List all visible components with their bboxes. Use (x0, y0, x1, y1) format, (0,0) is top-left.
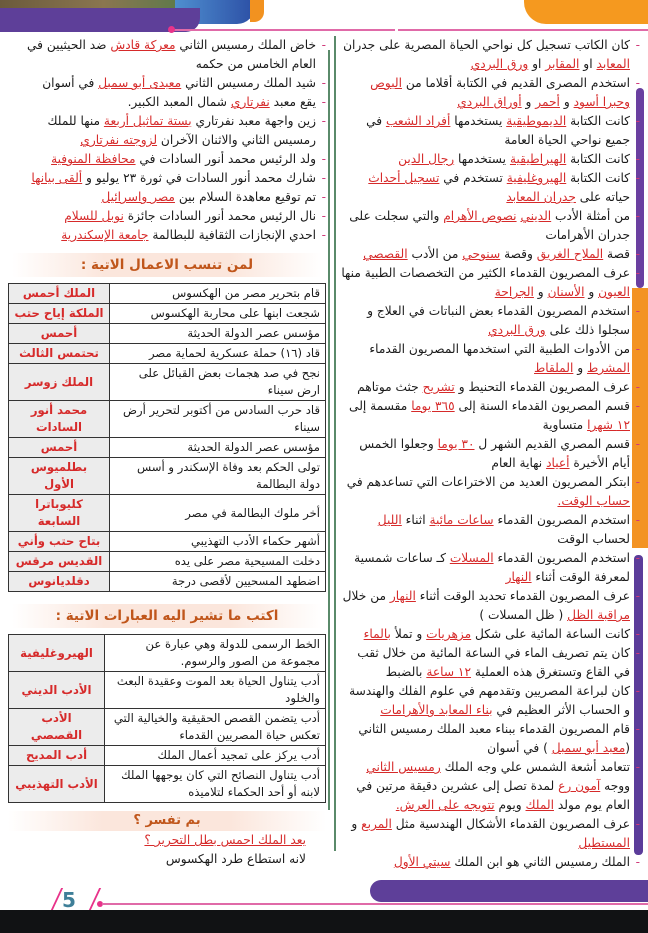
note-text: قسم المصريون القدماء السنة إلى (454, 399, 630, 413)
note-text: تتعامد أشعة الشمس علي وجه الملك (440, 760, 630, 774)
note-text: من الأدوات الطبية التي استخدمها المصريون القدماء (369, 342, 630, 356)
answer-cell: الأدب الديني (9, 672, 105, 709)
question-cell: أدب يتناول النصائح التي كان يوجهها الملك لابنه أو أحد الحكماء لتلاميذه (105, 766, 326, 803)
note-item (340, 435, 640, 473)
table-row (9, 401, 326, 438)
note-text: مقسمة إلى (349, 399, 412, 413)
note-item (8, 150, 326, 169)
note-text: عرف المصريون القدماء التحنيط و (454, 380, 630, 394)
note-text: شيد الملك رمسيس الثاني (181, 76, 316, 90)
note-text: شارك محمد أنور السادات في ثورة ٢٣ يوليو و (82, 171, 316, 185)
header-dot (168, 26, 175, 33)
highlighted-term: النهار (505, 570, 532, 584)
page-number: 5 (62, 888, 76, 910)
note-text: كانت الكتابة (566, 114, 630, 128)
note-item (8, 226, 326, 245)
note-text: من الأدب (407, 247, 463, 261)
note-text: ولد الرئيس محمد أنور السادات في (135, 152, 316, 166)
highlighted-term: نوبل للسلام (64, 209, 124, 223)
table-row (9, 709, 326, 746)
highlighted-term: آمون رع (558, 779, 601, 793)
note-text: كان الكاتب تسجيل كل نواحي الحياة المصرية على جدران (343, 38, 630, 52)
table-row (9, 532, 326, 552)
highlighted-term: تسجيل أحداث (368, 171, 440, 185)
note-item (340, 207, 640, 245)
note-text: الملك رمسيس الثاني هو ابن الملك (450, 855, 630, 869)
highlighted-term: حساب الوقت. (557, 494, 630, 508)
table-row (9, 672, 326, 709)
question-cell: أدب يتضمن القصص الحقيقية والخيالية التي تعكس حياة المصريين القدماء (105, 709, 326, 746)
table-row (9, 552, 326, 572)
note-item (340, 815, 640, 853)
highlighted-term: معبد أبو سمبل (551, 741, 626, 755)
right-column-notes (340, 36, 640, 872)
note-text: يقع معبد (269, 95, 316, 109)
highlighted-term: ورق البردي (488, 323, 546, 337)
note-item (340, 340, 640, 378)
question-cell: الخط الرسمى للدولة وهي عبارة عن مجموعة من الصور والرسوم. (105, 635, 326, 672)
highlighted-term: الليل (377, 513, 402, 527)
table-row (9, 284, 326, 304)
question-cell: مؤسس عصر الدولة الحديثة (110, 438, 326, 458)
note-item (340, 682, 640, 720)
table-row (9, 304, 326, 324)
note-text: منها للملك رمسيس الثاني والاثنان الآخران (47, 114, 316, 147)
highlighted-term: معبدى أبو سمبل (98, 76, 182, 90)
note-item (340, 758, 640, 815)
question-cell: قام بتحرير مصر من الهكسوس (110, 284, 326, 304)
highlighted-term: ساعات مائية (429, 513, 494, 527)
table-row (9, 766, 326, 803)
highlighted-term: تشريح (422, 380, 455, 394)
answer-cell: الملكة إياح حتب (9, 304, 110, 324)
highlighted-term: تتويجه على العرش. (395, 798, 495, 812)
highlighted-term: الملاح الغريق (536, 247, 604, 261)
table-row (9, 572, 326, 592)
highlighted-term: المستطيل (578, 836, 630, 850)
highlighted-term: أحمر (535, 95, 560, 109)
note-text: عرف المصريون القدماء الأشكال الهندسية مثل (391, 817, 630, 831)
answer-cell: أدب المديح (9, 746, 105, 766)
note-item (8, 93, 326, 112)
question-cell: نجح في صد هجمات بعض القبائل على ارض سيناء (110, 364, 326, 401)
answer-cell: الملك زوسر (9, 364, 110, 401)
footer-purple-band (370, 880, 648, 902)
note-item (8, 207, 326, 226)
header-divider-line (170, 29, 395, 31)
question-cell: مؤسس عصر الدولة الحديثة (110, 324, 326, 344)
note-text: كان يتم تصريف الماء في الساعة المائية من خلال ثقب في القاع وتستغرق هذه العملية (357, 646, 630, 679)
answer-cell: دقلديانوس (9, 572, 110, 592)
explain-answer: لانه استطاع طرد الهكسوس (165, 852, 306, 866)
note-text: خاض الملك رمسيس الثاني (175, 38, 316, 52)
table-row (9, 364, 326, 401)
answer-cell: الملك أحمس (9, 284, 110, 304)
highlighted-term: الهيروغليفية (506, 171, 567, 185)
note-text: لمدة تصل إلى عشرين دقيقة مرتين في العام يوم مولد (356, 779, 630, 812)
highlighted-term: سنوحي (462, 247, 501, 261)
note-text: قصة (603, 247, 630, 261)
note-text: في جميع نواحي الحياة العامة (366, 114, 630, 147)
highlighted-term: رجال الدين (398, 152, 455, 166)
note-text: و (351, 817, 362, 831)
note-text: و (559, 95, 574, 109)
note-item (340, 378, 640, 397)
question-cell: اضطهد المسحيين لأقصى درجة (110, 572, 326, 592)
question-cell: قاد حرب السادس من أكتوبر لتحرير أرض سيناء (110, 401, 326, 438)
highlighted-term: ٣٦٥ يوما (411, 399, 455, 413)
note-text: قسم المصري القديم الشهر ل (474, 437, 630, 451)
table-row (9, 635, 326, 672)
table-row (9, 495, 326, 532)
note-item (340, 397, 640, 435)
note-text: تم توقيع معاهدة السلام بين (174, 190, 316, 204)
note-item (340, 302, 640, 340)
note-item (340, 36, 640, 74)
highlighted-term: لزوجته نفرتاري (80, 133, 158, 147)
answer-cell: بتاح حتب وأني (9, 532, 110, 552)
answer-cell: الأدب القصصي (9, 709, 105, 746)
answer-cell: كليوباترا السابعة (9, 495, 110, 532)
note-text: ووجه (600, 779, 630, 793)
highlighted-term: المشرط (586, 361, 630, 375)
answer-cell: أحمس (9, 438, 110, 458)
highlighted-term: معركة قادش (110, 38, 176, 52)
question-cell: أخر ملوك البطالمة في مصر (110, 495, 326, 532)
note-text: تستخدم في (439, 171, 507, 185)
highlighted-term: بستة تماثيل أربعة (103, 114, 192, 128)
note-text: او (579, 57, 597, 71)
note-item (8, 169, 326, 188)
highlighted-term: ٣٠ يوما (437, 437, 475, 451)
answer-cell: تحتمس الثالث (9, 344, 110, 364)
right-column-frame (334, 36, 336, 851)
page-number-frame (51, 888, 101, 910)
note-text: في أسوان (42, 76, 99, 90)
explain-section-title: بم تفسر ؟ (8, 811, 326, 831)
note-text: اثناء (401, 513, 430, 527)
highlighted-term: مراقبة الظل (567, 608, 630, 622)
attribution-section-title: لمن تنسب الاعمال الاتية : (12, 253, 322, 277)
highlighted-term: الديني (520, 209, 552, 223)
note-text: و تملأ (390, 627, 427, 641)
note-text: من خلال (342, 589, 390, 603)
note-text: عرف المصريون القدماء تحديد الوقت أثناء (415, 589, 630, 603)
note-text: استخدم المصريون القدماء بعض النباتات في العلاج و سجلوا ذلك على (367, 304, 630, 337)
explain-question: يعد الملك احمس بطل التحرير ؟ (144, 833, 306, 847)
table-row (9, 344, 326, 364)
highlighted-term: نفرتاري (230, 95, 270, 109)
highlighted-term: العيون (598, 285, 630, 299)
left-column-frame (328, 50, 330, 810)
note-item (340, 720, 640, 758)
highlighted-term: وحبرا أسود (573, 95, 630, 109)
note-text: والتي سجلت على جدران الأهرامات (349, 209, 630, 242)
left-column-notes (8, 36, 326, 245)
header-divider-line-right (398, 29, 648, 31)
note-item (340, 853, 640, 872)
note-text: حياته على (575, 190, 630, 204)
note-text: كـ ساعات شمسية لمعرفة الوقت أثناء (354, 551, 630, 584)
answer-cell: محمد أنور السادات (9, 401, 110, 438)
note-item (340, 625, 640, 644)
highlighted-term: ١٢ شهرا (587, 418, 630, 432)
reference-section-title: اكتب ما تشير اليه العبارات الاتية : (12, 604, 322, 628)
note-text: يستخدمها (450, 114, 507, 128)
highlighted-term: البوص (370, 76, 402, 90)
highlighted-term: بناء المعابد والأهرامات (380, 703, 493, 717)
note-item (340, 169, 640, 207)
note-text: عرف المصريون القدماء الكثير من التخصصات الطبية منها (341, 266, 630, 280)
header-orange-tab (524, 0, 648, 24)
highlighted-term: ورق البردي (470, 57, 529, 71)
highlighted-term: مزهريات (426, 627, 472, 641)
highlighted-term: ألقى بيانها (31, 171, 83, 185)
highlighted-term: المعابد (596, 57, 630, 71)
note-text: كان لبراعة المصريين وتقدمهم في علوم الفلك والهندسة و الحساب الأثر العظيم في (349, 684, 630, 717)
highlighted-term: جامعة الإسكندرية (61, 228, 149, 242)
question-cell: شجعت ابنها على محاربة الهكسوس (110, 304, 326, 324)
note-text: متساوية (542, 418, 588, 432)
highlighted-term: القصصي (363, 247, 408, 261)
note-item (340, 245, 640, 264)
note-text: و (533, 285, 548, 299)
attribution-table (8, 283, 326, 592)
note-text: احدي الإنجازات الثقافية للبطالمة (148, 228, 316, 242)
header-orange-accent (250, 0, 264, 22)
answer-cell: القديس مرقس (9, 552, 110, 572)
note-text: و (521, 95, 536, 109)
highlighted-term: بالماء (363, 627, 391, 641)
highlighted-term: الملقاط (534, 361, 574, 375)
note-text: وجعلوا الخمس أيام الأخيرة (359, 437, 630, 470)
note-text: بالضبط (385, 665, 427, 679)
note-text: او (528, 57, 546, 71)
answer-cell: أحمس (9, 324, 110, 344)
reference-table (8, 634, 326, 803)
answer-cell: الهيروغليفية (9, 635, 105, 672)
note-item (340, 511, 640, 549)
question-cell: أشهر حكماء الأدب التهذيبي (110, 532, 326, 552)
note-text: استخدم المصريون القدماء (493, 513, 630, 527)
highlighted-term: ١٢ ساعة (426, 665, 472, 679)
highlighted-term: أعياد (546, 456, 570, 470)
note-text: ( ظل المسلات ) (479, 608, 568, 622)
table-row (9, 746, 326, 766)
note-item (340, 112, 640, 150)
note-text: نهاية العام (491, 456, 547, 470)
note-text: شمال المعبد الكبير. (127, 95, 231, 109)
question-cell: أدب يتناول الحياة بعد الموت وعقيدة البعث والخلود (105, 672, 326, 709)
question-cell: أدب يركز على تمجيد أعمال الملك (105, 746, 326, 766)
highlighted-term: الأسنان (547, 285, 585, 299)
note-item (340, 587, 640, 625)
highlighted-term: النهار (389, 589, 416, 603)
note-text: كانت الكتابة (566, 152, 630, 166)
highlighted-term: أفراد الشعب (385, 114, 451, 128)
note-text: من أمثلة الأدب (551, 209, 630, 223)
note-text: ويوم (494, 798, 526, 812)
note-item (340, 74, 640, 112)
question-cell: قاد (١٦) حملة عسكرية لحماية مصر (110, 344, 326, 364)
highlighted-term: محافظة المنوفية (51, 152, 136, 166)
note-text: قام المصريون القدماء ببناء معبد الملك رمسيس الثاني ( (358, 722, 630, 755)
highlighted-term: مصر واسرائيل (101, 190, 175, 204)
highlighted-term: المقابر (545, 57, 580, 71)
note-text: ابتكر المصريون العديد من الاختراعات التي تساعدهم في (346, 475, 630, 489)
table-row (9, 438, 326, 458)
highlighted-term: الجراحة (494, 285, 534, 299)
note-item (8, 36, 326, 74)
note-item (340, 264, 640, 302)
highlighted-term: الديموطيقية (506, 114, 567, 128)
highlighted-term: أوراق البردي (457, 95, 522, 109)
note-item (8, 188, 326, 207)
note-item (340, 549, 640, 587)
note-text: لحساب الوقت (557, 532, 630, 546)
note-item (8, 112, 326, 150)
highlighted-term: المربع (361, 817, 392, 831)
note-text: استخدم المصرى القديم في الكتابة أقلاما من (401, 76, 630, 90)
note-item (340, 644, 640, 682)
note-text: ضد الحيثيين في العام الخامس من حكمه (27, 38, 316, 71)
highlighted-term: سيتي الأول (393, 855, 451, 869)
note-text: و (573, 361, 587, 375)
note-item (340, 150, 640, 169)
note-text: كانت الساعة المائية على شكل (471, 627, 630, 641)
highlighted-term: رمسيس الثاني (366, 760, 441, 774)
table-row (9, 458, 326, 495)
screen-bottom-bar (0, 910, 648, 933)
explain-section (8, 811, 326, 869)
note-text: يستخدمها (454, 152, 510, 166)
left-column (8, 36, 326, 869)
note-text: نال الرئيس محمد أنور السادات جائزة (123, 209, 316, 223)
highlighted-term: المسلات (449, 551, 494, 565)
footer-divider-line (102, 903, 648, 905)
note-text: ) في أسوان (487, 741, 552, 755)
note-text: استخدم المصريون القدماء (493, 551, 630, 565)
note-item (340, 473, 640, 511)
answer-cell: الأدب التهذيبي (9, 766, 105, 803)
table-row (9, 324, 326, 344)
note-text: جثث موتاهم (357, 380, 423, 394)
note-text: كانت الكتابة (566, 171, 630, 185)
answer-cell: بطلميوس الأول (9, 458, 110, 495)
question-cell: تولى الحكم بعد وفاة الإسكندر و أسس دولة البطالمة (110, 458, 326, 495)
note-text: زين واجهة معبد نفرتاري (191, 114, 316, 128)
highlighted-term: الهيراطيقية (509, 152, 567, 166)
highlighted-term: الملك (525, 798, 554, 812)
question-cell: دخلت المسيحية مصر على يده (110, 552, 326, 572)
note-item (8, 74, 326, 93)
highlighted-term: نصوص الأهرام (443, 209, 517, 223)
note-text: وقصة (500, 247, 537, 261)
note-text: و (584, 285, 599, 299)
highlighted-term: جدران المعابد (506, 190, 576, 204)
